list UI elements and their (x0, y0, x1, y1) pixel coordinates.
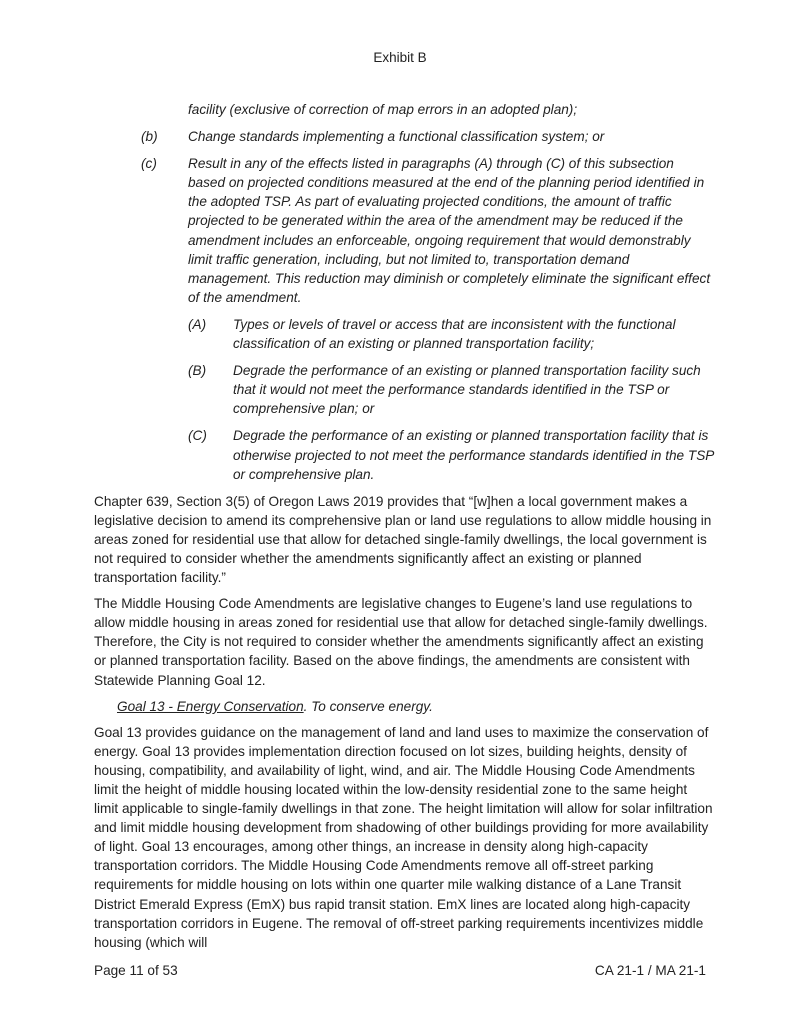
sub-item-b (94, 361, 714, 418)
sub-item-label: (C) (188, 428, 207, 444)
goal-13-heading (117, 697, 714, 716)
sub-item-a (94, 315, 714, 353)
goal-13-subtitle: . To conserve energy. (303, 698, 433, 714)
list-item-label: (b) (141, 129, 158, 145)
list-item-text: Result in any of the effects listed in paragraphs (A) through (C) of this subsection based on projected conditions measured at the end of the planning period identified in the adopted TSP. As part of evaluating projected conditions, the amount of traffic projected to be generated within the area of the amendment may be reduced if the amendment includes an enforceable, ongoing requirement that would demonstrably limit traffic generation, including, but not limited to, transportation demand management. This reduction may diminish or completely eliminate the significant effect of the amendment. (188, 156, 711, 305)
list-item-b (94, 127, 714, 146)
paragraph-goal-13: Goal 13 provides guidance on the management of land and land uses to maximize the conservation of energy. Goal 13 provides implementation direction focused on lot sizes, building heights, density of housing, compatibility, and availability of light, wind, and air. The Middle Housing Code Amendments limit the height of middle housing located within the low-density residential zone to the same height limit applicable to single-family dwellings in that zone. The height limitation will allow for solar infiltration and limit middle housing development from shadowing of other buildings providing for more availability of light. Goal 13 encourages, among other things, an increase in density along high-capacity transportation corridors. The Middle Housing Code Amendments remove all off-street parking requirements for middle housing on lots within one quarter mile walking distance of a Lane Transit District Emerald Express (EmX) bus rapid transit station. EmX lines are located along high-capacity transportation corridors in Eugene. The removal of off-street parking requirements incentivizes middle housing (which will (94, 724, 713, 950)
sub-item-c (94, 426, 714, 483)
page-footer (94, 961, 706, 980)
paragraph-oregon-laws: Chapter 639, Section 3(5) of Oregon Laws 2019 provides that “[w]hen a local government makes a legislative decision to amend its comprehensive plan or land use regulations to allow middle housing in areas zoned for residential use that allow for detached single-family dwellings, the local government is not required to consider whether the amendments significantly affect an existing or planned transportation facility.” (94, 493, 712, 586)
sub-item-label: (A) (188, 316, 207, 332)
paragraph-middle-housing: The Middle Housing Code Amendments are legislative changes to Eugene’s land use regulations to allow middle housing in areas zoned for residential use that allow for detached single-family dwellings. Therefore, the City is not required to consider whether the amendments significantly affect an existing or planned transportation facility. Based on the above findings, the amendments are consistent with Statewide Planning Goal 12. (94, 596, 708, 688)
page-header: Exhibit B (373, 50, 427, 65)
case-reference: CA 21-1 / MA 21-1 (594, 963, 706, 978)
sub-item-text: Degrade the performance of an existing or planned transportation facility such that it would not meet the performance standards identified in the TSP or comprehensive plan; or (233, 363, 701, 417)
page-body (94, 100, 714, 959)
sub-item-text: Types or levels of travel or access that are inconsistent with the functional classification of an existing or planned transportation facility; (233, 316, 676, 352)
sub-item-label: (B) (188, 363, 207, 379)
continued-text: facility (exclusive of correction of map errors in an adopted plan); (188, 102, 578, 117)
page-number: Page 11 of 53 (94, 963, 178, 978)
sub-item-text: Degrade the performance of an existing or planned transportation facility that is otherwise projected to not meet the performance standards identified in the TSP or comprehensive plan. (233, 428, 714, 482)
list-item-label: (c) (141, 156, 157, 172)
list-item-text: Change standards implementing a functional classification system; or (188, 129, 605, 145)
goal-13-title: Goal 13 - Energy Conservation (117, 698, 304, 714)
list-item-c (94, 154, 714, 307)
